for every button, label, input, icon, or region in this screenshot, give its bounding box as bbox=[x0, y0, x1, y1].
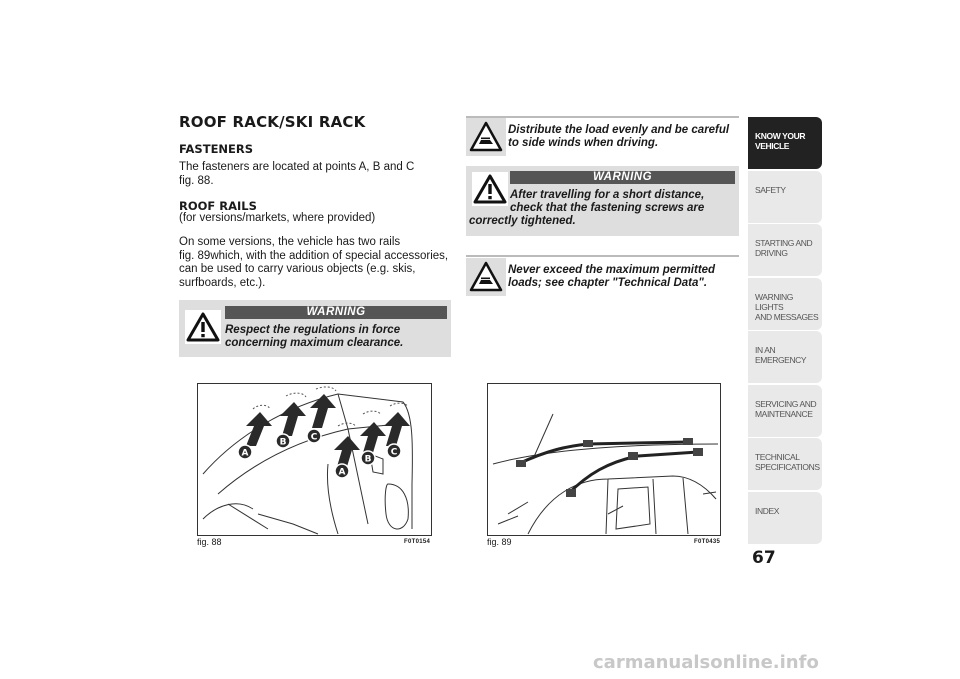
point-label-a: A bbox=[241, 448, 249, 459]
tab-label: KNOW YOUR bbox=[755, 131, 806, 141]
roof-rails-text bbox=[179, 236, 448, 290]
tab-label: INDEX bbox=[755, 506, 779, 516]
text-line: Respect the regulations in force bbox=[225, 324, 401, 336]
note-load-distribution bbox=[508, 124, 729, 150]
warning-label: WARNING bbox=[225, 306, 447, 319]
point-label-a: A bbox=[338, 467, 346, 478]
figure-89-caption: fig. 89 bbox=[487, 537, 512, 547]
text-line: to side winds when driving. bbox=[508, 137, 659, 149]
point-label-b: B bbox=[279, 437, 287, 448]
divider bbox=[466, 116, 739, 118]
tab-servicing-and-maintenance[interactable] bbox=[748, 385, 822, 437]
warning-text bbox=[510, 189, 704, 215]
tab-label: TECHNICAL bbox=[755, 452, 800, 462]
figure-88-roof-fastening-points bbox=[197, 383, 432, 536]
text-line: Never exceed the maximum permitted bbox=[508, 264, 716, 276]
warning-label: WARNING bbox=[510, 171, 735, 184]
tab-label: MAINTENANCE bbox=[755, 409, 813, 419]
point-label-c: C bbox=[310, 432, 318, 443]
warning-box-screws bbox=[466, 166, 739, 236]
text-line: can be used to carry various objects (e.g. skis, bbox=[179, 263, 416, 275]
fasteners-text bbox=[179, 161, 414, 188]
tab-label: SERVICING AND bbox=[755, 399, 817, 409]
note-max-load bbox=[508, 264, 715, 290]
warning-box-clearance bbox=[179, 300, 451, 357]
text-line: concerning maximum clearance. bbox=[225, 337, 404, 349]
tab-label: SAFETY bbox=[755, 185, 786, 195]
tab-label: AND MESSAGES bbox=[755, 312, 819, 322]
tab-label: VEHICLE bbox=[755, 141, 790, 151]
tab-warning-lights-and-messages[interactable] bbox=[748, 278, 822, 330]
van-roof-illustration bbox=[198, 384, 431, 535]
tab-technical-specifications[interactable] bbox=[748, 438, 822, 490]
tab-index[interactable] bbox=[748, 492, 822, 544]
text-line: surfboards, etc.). bbox=[179, 276, 266, 289]
note-icon-box bbox=[466, 258, 506, 296]
point-label-b: B bbox=[364, 454, 372, 465]
warning-text bbox=[225, 324, 403, 350]
tab-safety[interactable] bbox=[748, 171, 822, 223]
watermark: carmanualsonline.info bbox=[593, 652, 819, 673]
text-line: fig. 88. bbox=[179, 174, 214, 187]
warning-triangle-icon bbox=[185, 310, 221, 344]
tab-starting-and-driving[interactable] bbox=[748, 224, 822, 276]
text-line: On some versions, the vehicle has two rails bbox=[179, 236, 401, 248]
tab-know-your-vehicle[interactable] bbox=[748, 117, 822, 169]
point-label-c: C bbox=[390, 447, 398, 458]
tab-label: IN AN EMERGENCY bbox=[755, 345, 807, 365]
tab-label: STARTING AND bbox=[755, 238, 813, 248]
van-roof-rails-illustration bbox=[488, 384, 720, 535]
tab-label: DRIVING bbox=[755, 248, 788, 258]
figure-88-code: F0T0154 bbox=[404, 539, 431, 545]
car-roof-load-icon bbox=[468, 120, 504, 154]
roof-rails-subheading: (for versions/markets, where provided) bbox=[179, 212, 376, 224]
warning-triangle-icon bbox=[472, 172, 508, 206]
text-line: loads; see chapter "Technical Data". bbox=[508, 277, 708, 289]
divider bbox=[466, 255, 739, 257]
figure-89-code: F0T0435 bbox=[694, 539, 721, 545]
tab-label: WARNING LIGHTS bbox=[755, 292, 793, 312]
page-number: 67 bbox=[752, 548, 776, 568]
text-line: Distribute the load evenly and be careful bbox=[508, 124, 730, 136]
car-roof-load-icon bbox=[468, 260, 504, 294]
text-line: fig. 89which, with the addition of special accessories, bbox=[179, 249, 449, 262]
figure-89-roof-rails bbox=[487, 383, 721, 536]
tab-label: SPECIFICATIONS bbox=[755, 462, 820, 472]
text-line: The fasteners are located at points A, B and C bbox=[179, 161, 415, 173]
note-icon-box bbox=[466, 118, 506, 156]
text-line: check that the fastening screws are bbox=[510, 202, 705, 214]
roof-rails-heading: ROOF RAILS bbox=[179, 199, 257, 213]
tab-in-an-emergency[interactable] bbox=[748, 331, 822, 383]
fasteners-heading: FASTENERS bbox=[179, 142, 254, 156]
figure-88-caption: fig. 88 bbox=[197, 537, 222, 547]
page-title: ROOF RACK/SKI RACK bbox=[179, 113, 366, 131]
text-line: After travelling for a short distance, bbox=[510, 189, 705, 201]
warning-text-last-line: correctly tightened. bbox=[469, 215, 576, 227]
